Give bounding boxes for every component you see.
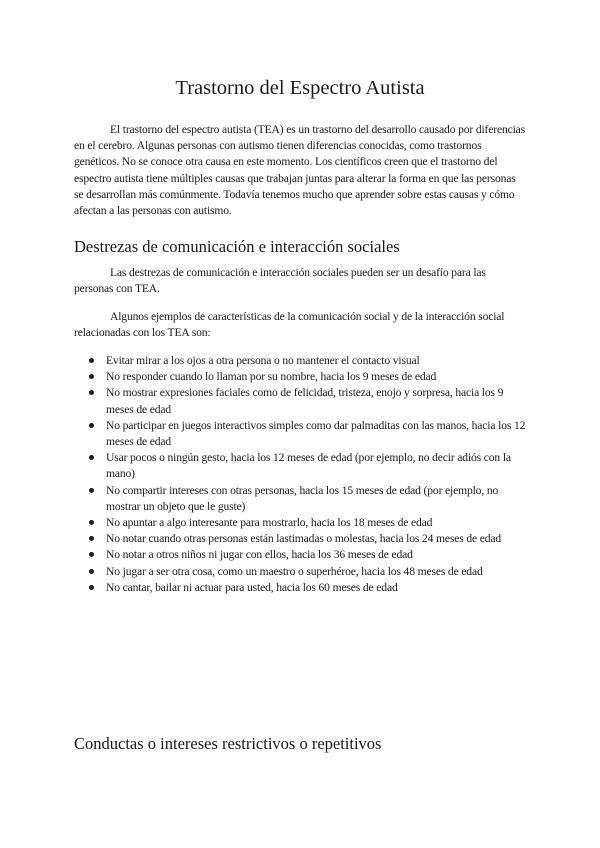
section-heading-behaviors: Conductas o intereses restrictivos o repetitivos bbox=[74, 734, 382, 753]
list-item bbox=[74, 385, 530, 417]
list-item bbox=[74, 515, 530, 531]
bullet-icon bbox=[89, 488, 94, 493]
list-item bbox=[74, 353, 530, 369]
list-item-text: No responder cuando lo llaman por su nombre, hacia los 9 meses de edad bbox=[106, 370, 437, 384]
bullet-icon bbox=[89, 520, 94, 525]
list-item bbox=[74, 564, 530, 580]
list-item bbox=[74, 450, 530, 482]
section-heading-communication: Destrezas de comunicación e interacción sociales bbox=[74, 237, 400, 256]
list-item-text: No apuntar a algo interesante para mostrarlo, hacia los 18 meses de edad bbox=[106, 516, 433, 530]
bullet-icon bbox=[89, 552, 94, 557]
list-item-text: No notar cuando otras personas están lastimadas o molestas, hacia los 24 meses de edad bbox=[106, 532, 502, 546]
list-item-text: No jugar a ser otra cosa, como un maestro o superhéroe, hacia los 48 meses de edad bbox=[106, 564, 483, 578]
bullet-list bbox=[74, 353, 530, 596]
list-item-text: No mostrar expresiones faciales como de felicidad, tristeza, enojo y sorpresa, hacia los 9 meses de edad bbox=[106, 386, 504, 416]
bullet-icon bbox=[89, 374, 94, 379]
list-item bbox=[74, 483, 530, 515]
list-item-text: Usar pocos o ningún gesto, hacia los 12 meses de edad (por ejemplo, no decir adiós con la mano) bbox=[106, 451, 511, 481]
intro-paragraph: El trastorno del espectro autista (TEA) es un trastorno del desarrollo causado por diferencias en el cerebro. Algunas personas con autismo tienen diferencias conocidas, como trastornos genéticos. No se conoce otra causa en este momento. Los científicos creen que el trastorno del espectro autista tiene múltiples causas que trabajan juntas para alterar la forma en que las personas se desarrollan más comúnmente. Todavía tenemos mucho que aprender sobre estas causas y cómo afectan a las personas con autismo. bbox=[74, 123, 526, 218]
list-item bbox=[74, 580, 530, 596]
bullet-icon bbox=[89, 423, 94, 428]
bullet-icon bbox=[89, 455, 94, 460]
list-item-text: No compartir intereses con otras personas, hacia los 15 meses de edad (por ejemplo, no mostrar un objeto que le guste) bbox=[106, 483, 499, 513]
bullet-icon bbox=[89, 569, 94, 574]
list-item bbox=[74, 369, 530, 385]
section-paragraph-2: Algunos ejemplos de características de la comunicación social y de la interacción social relacionadas con los TEA son: bbox=[74, 310, 505, 340]
section-paragraph-1: Las destrezas de comunicación e interacción sociales pueden ser un desafío para las personas con TEA. bbox=[74, 266, 486, 296]
list-item-text: No participar en juegos interactivos simples como dar palmaditas con las manos, hacia los 12 meses de edad bbox=[106, 418, 526, 449]
document-title: Trastorno del Espectro Autista bbox=[175, 77, 425, 99]
bullet-icon bbox=[89, 536, 94, 541]
list-item-text: Evitar mirar a los ojos a otra persona o no mantener el contacto visual bbox=[106, 354, 420, 367]
bullet-icon bbox=[89, 585, 94, 590]
list-item bbox=[74, 531, 530, 547]
list-item-text: No cantar, bailar ni actuar para usted, hacia los 60 meses de edad bbox=[106, 580, 398, 594]
list-item-text: No notar a otros niños ni jugar con ellos, hacia los 36 meses de edad bbox=[106, 548, 413, 562]
bullet-icon bbox=[89, 390, 94, 395]
list-item bbox=[74, 418, 530, 450]
list-item bbox=[74, 547, 530, 563]
bullet-icon bbox=[89, 358, 94, 363]
